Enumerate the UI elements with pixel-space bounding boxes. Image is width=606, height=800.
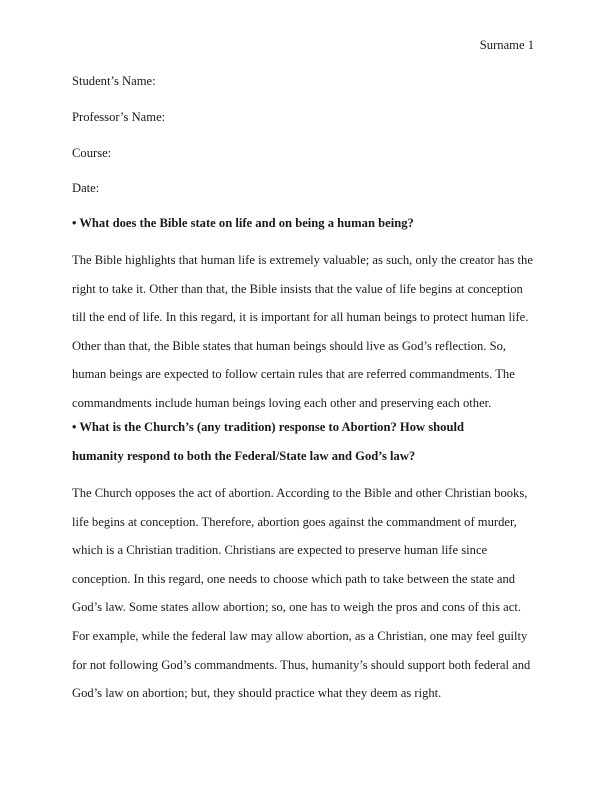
date-field: Date: — [72, 181, 100, 195]
answer-2-paragraph: The Church opposes the act of abortion. According to the Bible and other Christian books, life begins at conception. Therefore, abortion goes against the commandment of murder, which is a Christian tradition. Christians are expected to preserve human life since conception. In this regard, one needs to choose which path to take between the state and God’s law. Some states allow abortion; so, one has to weigh the pros and cons of this act. For example, while the federal law may allow abortion, as a Christian, one may feel guilty for not following God’s commandments. Thus, humanity’s should support both federal and God’s law on abortion; but, they should practice what they deem as right. — [72, 486, 531, 701]
running-header: Surname 1 — [479, 38, 534, 52]
student-name-field: Student’s Name: — [72, 74, 156, 88]
answer-1-paragraph: The Bible highlights that human life is extremely valuable; as such, only the creator has the right to take it. Other than that, the Bible insists that the value of life begins at conception till the end of life. In this regard, it is important for all human beings to protect human life. Other than that, the Bible states that human beings should live as God’s reflection. So, human beings are expected to follow certain rules that are referred commandments. The commandments include human beings loving each other and preserving each other. — [72, 253, 533, 410]
question-2-heading: • What is the Church’s (any tradition) response to Abortion? How should humanity respond to both the Federal/State law and God’s law? — [72, 420, 464, 463]
question-1-heading: • What does the Bible state on life and on being a human being? — [72, 216, 414, 230]
course-field: Course: — [72, 146, 112, 160]
professor-name-field: Professor’s Name: — [72, 110, 166, 124]
